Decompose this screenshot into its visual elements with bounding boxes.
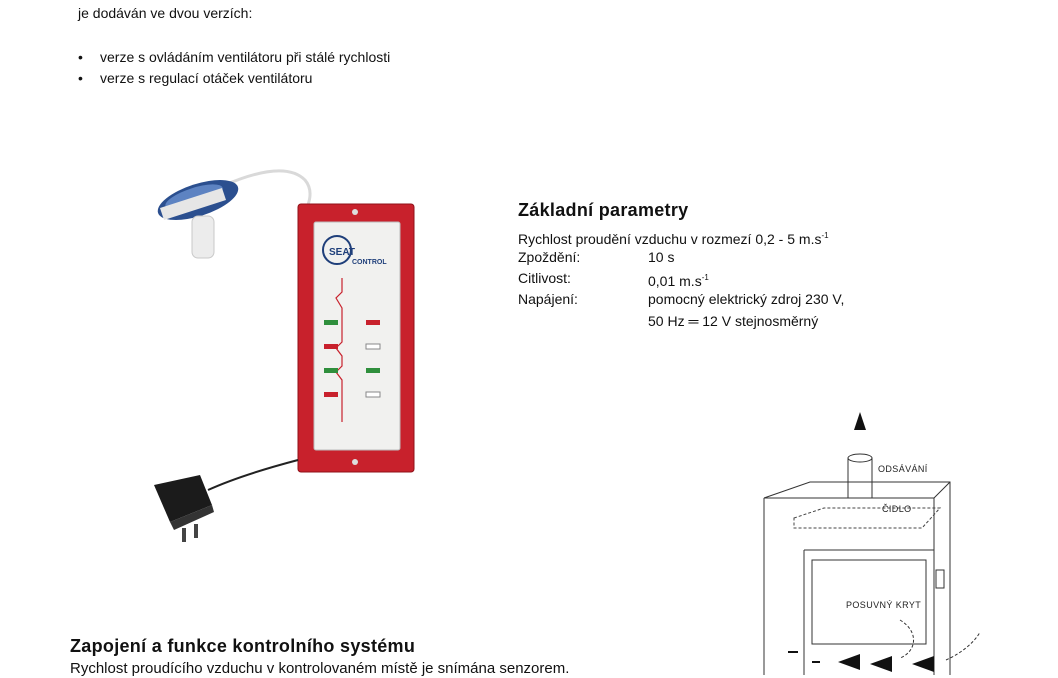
param-power-value-1: pomocný elektrický zdroj 230 V, xyxy=(648,291,845,307)
param-delay-label: Zpoždění: xyxy=(518,249,581,265)
red-led xyxy=(324,344,338,349)
device-photo xyxy=(130,160,430,560)
label-suction: ODSÁVÁNÍ xyxy=(878,464,928,474)
airflow-sensor xyxy=(153,172,243,258)
device-logo: SEAT xyxy=(329,247,355,258)
param-sensitivity-label: Citlivost: xyxy=(518,270,571,286)
green-led xyxy=(324,368,338,373)
param-power-label: Napájení: xyxy=(518,291,578,307)
power-adapter-icon xyxy=(154,475,214,542)
red-led xyxy=(366,320,380,325)
list-item-text: verze s ovládáním ventilátoru při stálé rychlosti xyxy=(100,49,391,65)
param-speed: Rychlost proudění vzduchu v rozmezí 0,2 - 5 $m.s^{-1}$ xyxy=(518,231,829,247)
green-led xyxy=(366,368,380,373)
params-heading: Základní parametry xyxy=(518,200,689,220)
section-text: Rychlost proudícího vzduchu v kontrolovaném místě je snímána senzorem. xyxy=(70,660,570,677)
section-heading: Zapojení a funkce kontrolního systému xyxy=(70,636,416,656)
label-sensor: ČIDLO xyxy=(882,504,912,514)
off-led xyxy=(366,344,380,349)
list-item: • verze s regulací otáček ventilátoru xyxy=(78,70,313,86)
arrow-up-icon xyxy=(854,412,866,430)
param-sensitivity-value: 0,01 $m.s^{-1}$ xyxy=(648,273,709,289)
device-brand: CONTROL xyxy=(352,259,387,266)
label-sash: POSUVNÝ KRYT xyxy=(846,600,922,610)
intro-line: je dodáván ve dvou verzích: xyxy=(78,5,253,21)
list-item: • verze s ovládáním ventilátoru při stálé rychlosti xyxy=(78,49,391,65)
list-item-text: verze s regulací otáček ventilátoru xyxy=(100,70,313,86)
param-delay-value: 10 s xyxy=(648,249,675,265)
version-list xyxy=(78,47,390,89)
off-led xyxy=(366,392,380,397)
green-led xyxy=(324,320,338,325)
red-led xyxy=(324,392,338,397)
fume-hood-diagram xyxy=(750,400,1050,675)
param-power-value-2: 50 Hz ═ 12 V stejnosměrný xyxy=(648,313,819,329)
